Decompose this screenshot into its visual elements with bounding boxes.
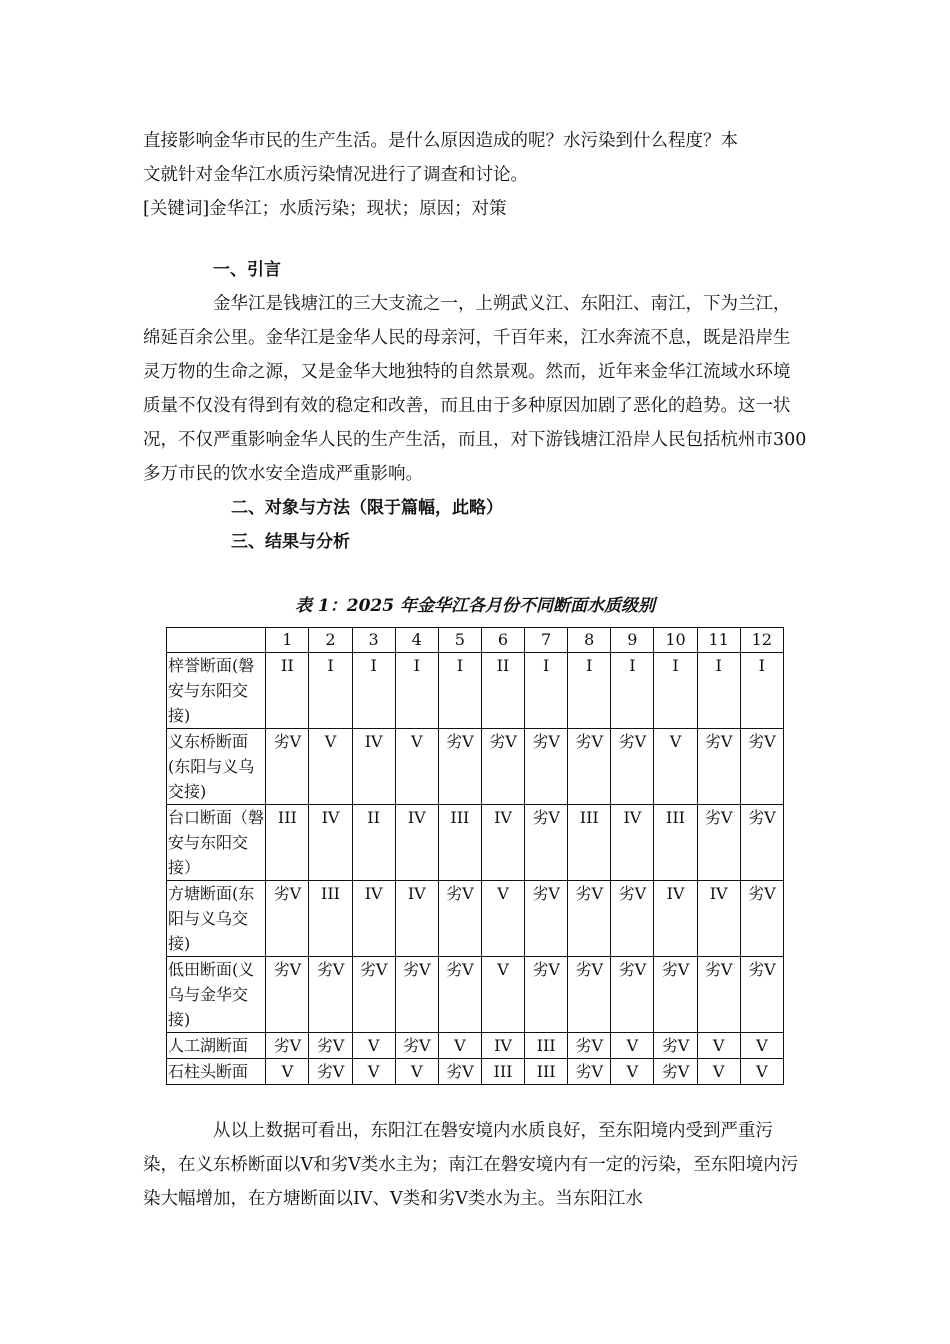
grade-cell: 劣V	[654, 957, 697, 1033]
table-row	[167, 653, 784, 729]
intro-line-2: 文就针对金华江水质污染情况进行了调查和讨论。	[143, 165, 528, 185]
table-month-header: 12	[740, 628, 783, 653]
section-name-cell: 方塘断面(东阳与义乌交接)	[167, 881, 266, 957]
grade-cell: 劣V	[481, 729, 524, 805]
grade-cell: 劣V	[740, 957, 783, 1033]
table-month-header: 10	[654, 628, 697, 653]
table-month-header: 5	[438, 628, 481, 653]
grade-cell: V	[352, 1059, 395, 1085]
grade-cell: 劣V	[438, 957, 481, 1033]
grade-cell: IV	[481, 1033, 524, 1059]
grade-cell: 劣V	[654, 1059, 697, 1085]
grade-cell: III	[481, 1059, 524, 1085]
keywords-text: 金华江；水质污染；现状；原因；对策	[209, 199, 507, 219]
table-corner-cell	[167, 628, 266, 653]
grade-cell: III	[525, 1059, 568, 1085]
grade-cell: V	[352, 1033, 395, 1059]
table-month-header: 3	[352, 628, 395, 653]
grade-cell: 劣V	[568, 881, 611, 957]
grade-cell: IV	[611, 805, 654, 881]
table-month-header: 8	[568, 628, 611, 653]
table-month-header: 11	[697, 628, 740, 653]
section-name-cell: 台口断面（磐安与东阳交接）	[167, 805, 266, 881]
grade-cell: 劣V	[525, 881, 568, 957]
grade-cell: II	[266, 653, 309, 729]
grade-cell: V	[697, 1059, 740, 1085]
table-month-header: 6	[481, 628, 524, 653]
grade-cell: V	[395, 1059, 438, 1085]
grade-cell: I	[740, 653, 783, 729]
grade-cell: 劣V	[611, 881, 654, 957]
grade-cell: I	[438, 653, 481, 729]
grade-cell: V	[740, 1033, 783, 1059]
table-month-header: 4	[395, 628, 438, 653]
grade-cell: I	[611, 653, 654, 729]
grade-cell: III	[525, 1033, 568, 1059]
table-row	[167, 881, 784, 957]
grade-cell: 劣V	[266, 957, 309, 1033]
grade-cell: IV	[309, 805, 352, 881]
grade-cell: III	[438, 805, 481, 881]
table-row	[167, 729, 784, 805]
grade-cell: 劣V	[438, 881, 481, 957]
grade-cell: 劣V	[395, 957, 438, 1033]
table-month-header: 9	[611, 628, 654, 653]
grade-cell: I	[309, 653, 352, 729]
grade-cell: 劣V	[395, 1033, 438, 1059]
table-header-row	[167, 628, 784, 653]
section-1-paragraph: 金华江是钱塘江的三大支流之一，上朔武义江、东阳江、南江，下为兰江，绵延百余公里。金华江是金华人民的母亲河，千百年来，江水奔流不息，既是沿岸生灵万物的生命之源，又是金华大地独特的自然景观。然而，近年来金华江流域水环境质量不仅没有得到有效的稳定和改善，而且由于多种原因加剧了恶化的趋势。这一状况，不仅严重影响金华人民的生产生活，而且，对下游钱塘江沿岸人民包括杭州市300多万市民的饮水安全造成严重影响。	[143, 294, 807, 484]
grade-cell: 劣V	[611, 957, 654, 1033]
grade-cell: 劣V	[266, 729, 309, 805]
grade-cell: 劣V	[525, 805, 568, 881]
grade-cell: 劣V	[438, 1059, 481, 1085]
grade-cell: V	[309, 729, 352, 805]
grade-cell: 劣V	[568, 957, 611, 1033]
table-row	[167, 805, 784, 881]
table-month-header: 2	[309, 628, 352, 653]
grade-cell: V	[697, 1033, 740, 1059]
grade-cell: 劣V	[266, 1033, 309, 1059]
grade-cell: V	[654, 729, 697, 805]
grade-cell: IV	[395, 805, 438, 881]
section-name-cell: 石柱头断面	[167, 1059, 266, 1085]
section-name-cell: 梓誉断面(磐安与东阳交接)	[167, 653, 266, 729]
keywords-label: [关键词]	[143, 199, 210, 219]
grade-cell: IV	[352, 881, 395, 957]
grade-cell: III	[309, 881, 352, 957]
grade-cell: 劣V	[740, 805, 783, 881]
section-name-cell: 义东桥断面(东阳与义乌交接)	[167, 729, 266, 805]
grade-cell: IV	[352, 729, 395, 805]
analysis-paragraph: 从以上数据可看出，东阳江在磐安境内水质良好，至东阳境内受到严重污染，在义东桥断面以V和劣V类水主为；南江在磐安境内有一定的污染，至东阳境内污染大幅增加，在方塘断面以IV、V类和劣V类水为主。当东阳江水	[143, 1121, 799, 1209]
grade-cell: V	[611, 1059, 654, 1085]
grade-cell: 劣V	[309, 1033, 352, 1059]
grade-cell: 劣V	[309, 1059, 352, 1085]
grade-cell: 劣V	[697, 957, 740, 1033]
grade-cell: V	[611, 1033, 654, 1059]
section-1-heading: 一、引言	[213, 260, 281, 280]
grade-cell: 劣V	[438, 729, 481, 805]
table-caption: 表 1：2025 年金华江各月份不同断面水质级别	[295, 596, 655, 616]
grade-cell: V	[481, 957, 524, 1033]
grade-cell: I	[395, 653, 438, 729]
intro-paragraph	[143, 124, 807, 226]
grade-cell: IV	[697, 881, 740, 957]
grade-cell: 劣V	[352, 957, 395, 1033]
grade-cell: IV	[481, 805, 524, 881]
grade-cell: I	[697, 653, 740, 729]
grade-cell: 劣V	[611, 729, 654, 805]
grade-cell: 劣V	[740, 729, 783, 805]
grade-cell: 劣V	[740, 881, 783, 957]
table-row	[167, 1059, 784, 1085]
grade-cell: V	[740, 1059, 783, 1085]
grade-cell: 劣V	[697, 729, 740, 805]
section-3-heading: 三、结果与分析	[231, 532, 350, 552]
grade-cell: V	[266, 1059, 309, 1085]
grade-cell: III	[654, 805, 697, 881]
table-month-header: 1	[266, 628, 309, 653]
grade-cell: II	[352, 805, 395, 881]
grade-cell: IV	[654, 881, 697, 957]
section-name-cell: 低田断面(义乌与金华交接)	[167, 957, 266, 1033]
water-quality-table	[166, 627, 784, 1085]
table-body	[167, 628, 784, 1085]
grade-cell: V	[481, 881, 524, 957]
table-month-header: 7	[525, 628, 568, 653]
grade-cell: 劣V	[568, 1059, 611, 1085]
grade-cell: V	[438, 1033, 481, 1059]
table-row	[167, 957, 784, 1033]
grade-cell: 劣V	[525, 729, 568, 805]
table-row	[167, 1033, 784, 1059]
grade-cell: 劣V	[654, 1033, 697, 1059]
section-2-heading: 二、对象与方法（限于篇幅，此略）	[231, 498, 503, 518]
grade-cell: 劣V	[309, 957, 352, 1033]
grade-cell: 劣V	[525, 957, 568, 1033]
grade-cell: 劣V	[266, 881, 309, 957]
grade-cell: I	[568, 653, 611, 729]
grade-cell: I	[352, 653, 395, 729]
grade-cell: 劣V	[568, 729, 611, 805]
grade-cell: 劣V	[568, 1033, 611, 1059]
grade-cell: II	[481, 653, 524, 729]
grade-cell: IV	[395, 881, 438, 957]
section-name-cell: 人工湖断面	[167, 1033, 266, 1059]
grade-cell: V	[395, 729, 438, 805]
intro-line-1: 直接影响金华市民的生产生活。是什么原因造成的呢？水污染到什么程度？本	[143, 131, 738, 151]
grade-cell: III	[568, 805, 611, 881]
grade-cell: III	[266, 805, 309, 881]
grade-cell: I	[654, 653, 697, 729]
grade-cell: 劣V	[697, 805, 740, 881]
grade-cell: I	[525, 653, 568, 729]
